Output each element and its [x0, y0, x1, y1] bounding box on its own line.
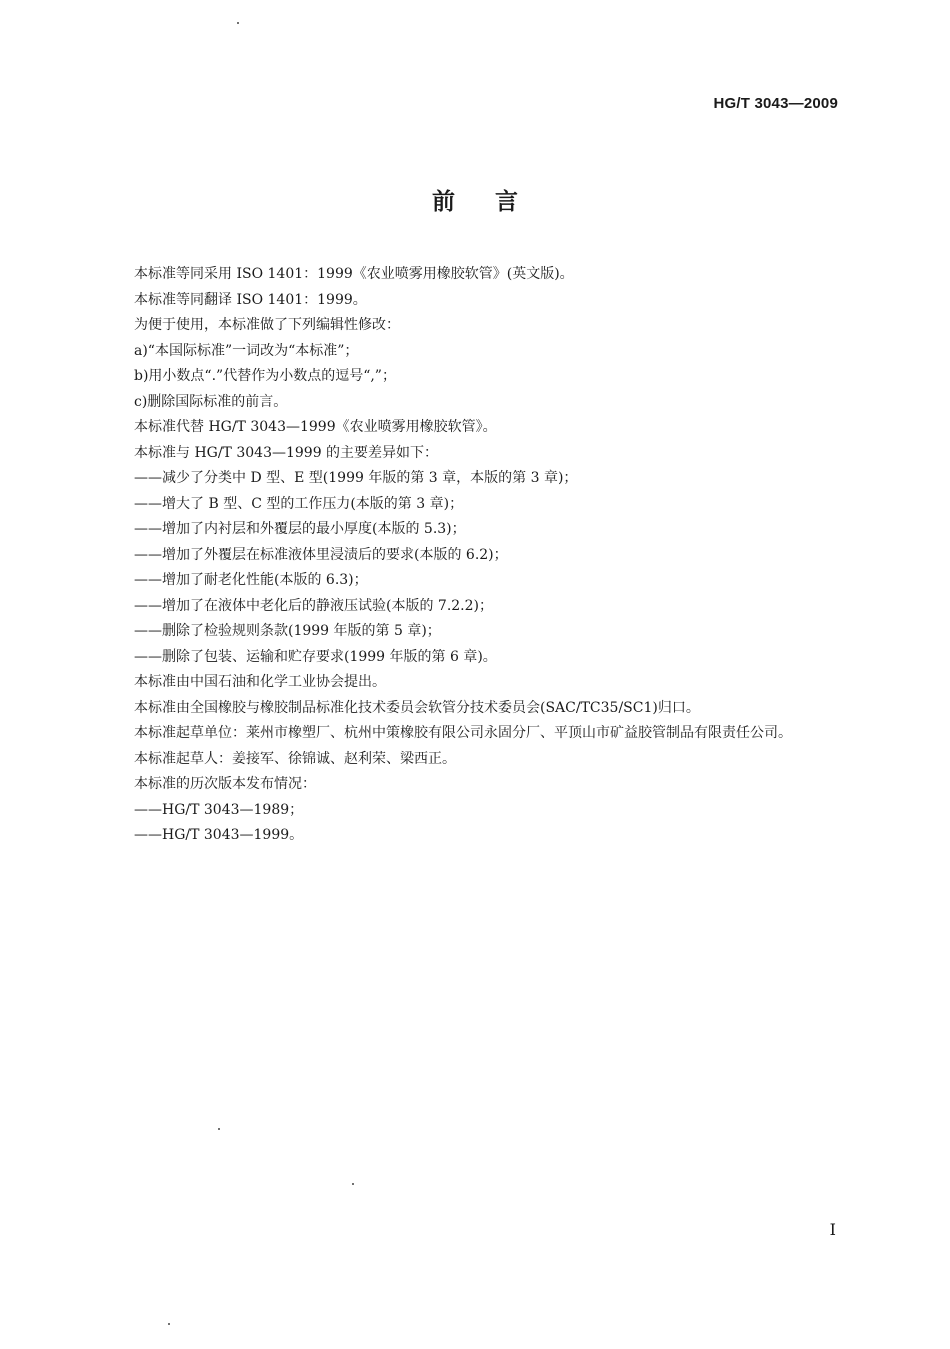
paragraph-replaces: 本标准代替 HG/T 3043—1999《农业喷雾用橡胶软管》。	[134, 419, 497, 435]
scan-speck	[168, 1323, 170, 1325]
standard-code: HG/T 3043—2009	[713, 95, 838, 112]
list-item: ——HG/T 3043—1989；	[134, 801, 304, 818]
paragraph-adoption: 本标准等同采用 ISO 1401：1999《农业喷雾用橡胶软管》(英文版)。	[134, 266, 574, 282]
page-number: I	[829, 1220, 836, 1239]
paragraph-drafters: 本标准起草人：姜接军、徐锦诚、赵利荣、梁西正。	[134, 750, 456, 767]
list-item: ——增加了在液体中老化后的静液压试验(本版的 7.2.2)；	[134, 597, 493, 614]
list-item: ——删除了包装、运输和贮存要求(1999 年版的第 6 章)。	[134, 648, 497, 665]
paragraph-proposed-by: 本标准由中国石油和化学工业协会提出。	[134, 674, 386, 690]
scan-speck	[218, 1128, 220, 1130]
list-item: ——增加了内衬层和外覆层的最小厚度(本版的 5.3)；	[134, 521, 466, 537]
paragraph-edit-intro: 为便于使用，本标准做了下列编辑性修改：	[134, 317, 400, 333]
list-item: a)“本国际标准”一词改为“本标准”；	[134, 342, 359, 359]
paragraph-centralized-by: 本标准由全国橡胶与橡胶制品标准化技术委员会软管分技术委员会(SAC/TC35/SC1)归口。	[134, 699, 700, 716]
list-item: c)删除国际标准的前言。	[134, 393, 288, 410]
page-title: 前言	[432, 189, 558, 215]
paragraph-drafting-units: 本标准起草单位：莱州市橡塑厂、杭州中策橡胶有限公司永固分厂、平顶山市矿益胶管制品有限责任公司。	[134, 725, 792, 741]
paragraph-translation: 本标准等同翻译 ISO 1401：1999。	[134, 291, 367, 308]
list-item: ——增加了耐老化性能(本版的 6.3)；	[134, 572, 368, 588]
list-item: ——删除了检验规则条款(1999 年版的第 5 章)；	[134, 623, 441, 639]
foreword-body	[106, 262, 844, 849]
paragraph-differences-intro: 本标准与 HG/T 3043—1999 的主要差异如下：	[134, 444, 439, 461]
scan-speck	[352, 1183, 354, 1185]
list-item: ——减少了分类中 D 型、E 型(1999 年版的第 3 章，本版的第 3 章)；	[134, 470, 578, 486]
list-item: ——HG/T 3043—1999。	[134, 827, 304, 843]
paragraph-history-intro: 本标准的历次版本发布情况：	[134, 776, 316, 792]
list-item: ——增大了 B 型、C 型的工作压力(本版的第 3 章)；	[134, 495, 464, 512]
scan-speck	[237, 22, 239, 24]
list-item: b)用小数点“.”代替作为小数点的逗号“,”；	[134, 368, 396, 384]
list-item: ——增加了外覆层在标准液体里浸渍后的要求(本版的 6.2)；	[134, 546, 508, 563]
